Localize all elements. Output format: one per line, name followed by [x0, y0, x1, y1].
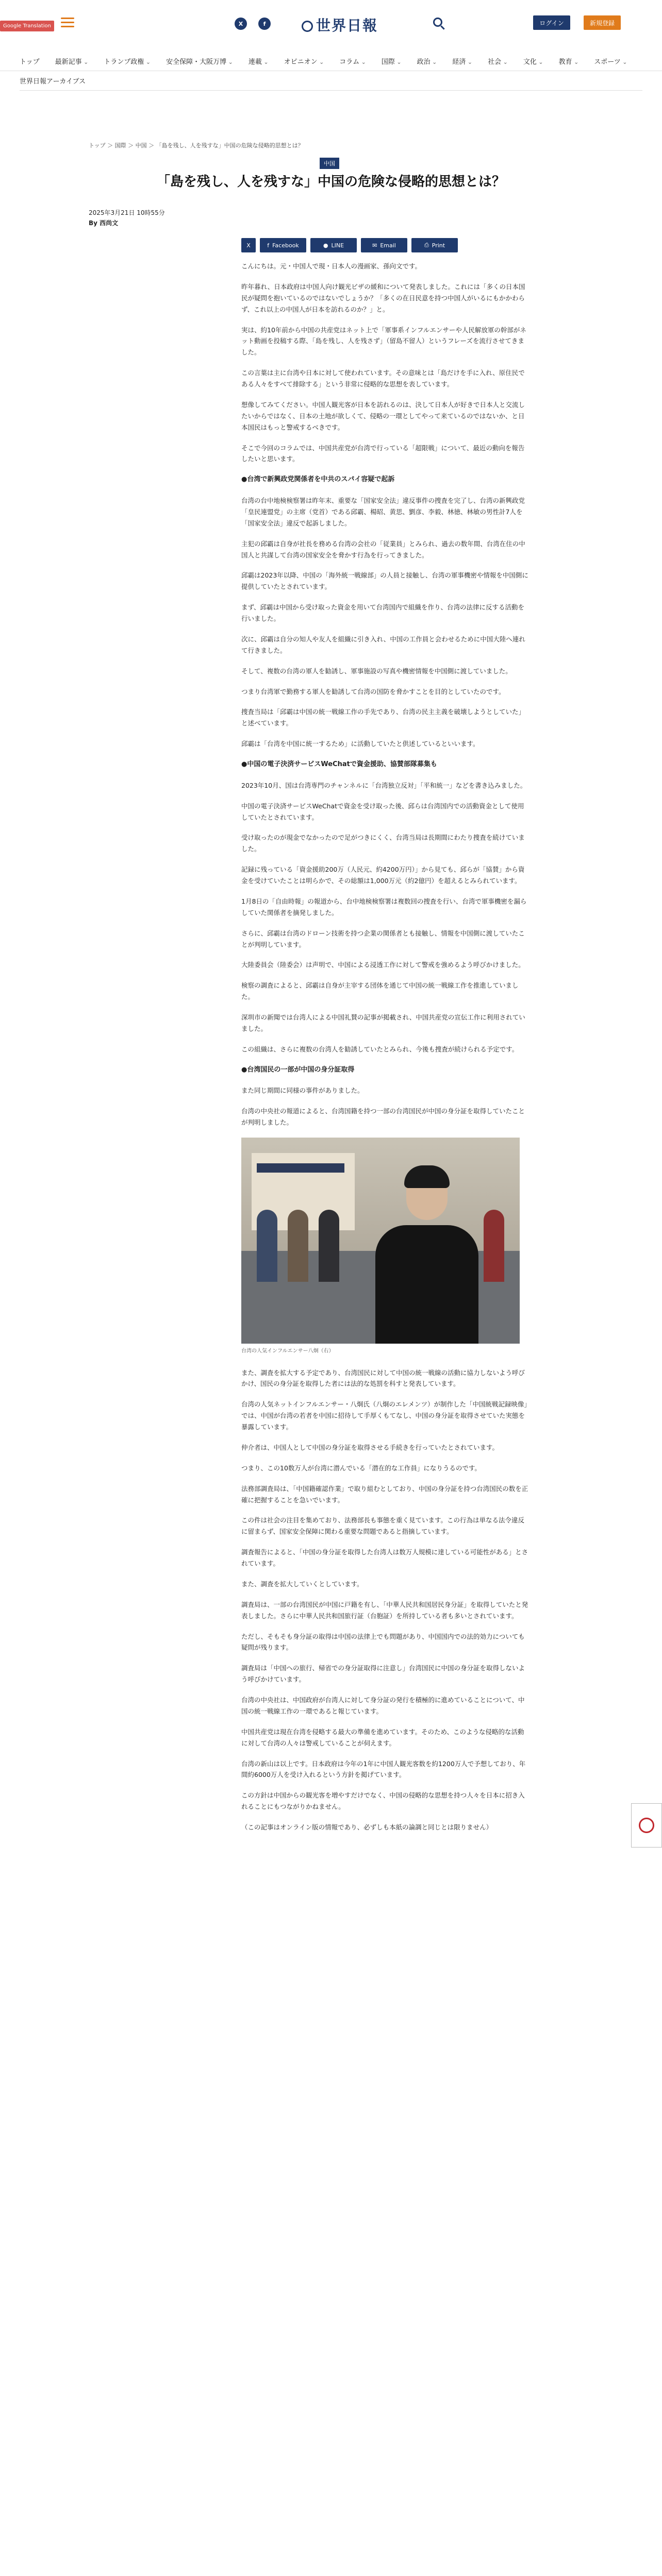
nav-item-trump[interactable]: トランプ政権 ⌄	[104, 56, 159, 66]
paragraph: 2023年10月、国は台湾専門のチャンネルに「台湾独立反対」「平和統一」などを書き込みました。	[241, 781, 527, 789]
share-email-button[interactable]	[361, 238, 407, 252]
paragraph: 1月8日の「自由時報」の報道から、台中地検検察署は複数回の捜査を行い、台湾で軍事機密を漏らしていた関係者を摘発しました。	[241, 897, 527, 917]
section-heading: ●台湾国民の一部が中国の身分証取得	[241, 1065, 355, 1074]
share-x-button[interactable]: X	[241, 238, 256, 252]
recaptcha-badge[interactable]	[631, 1803, 662, 1848]
facebook-icon: f	[267, 242, 270, 249]
paragraph: また同じ期間に同様の事件がありました。	[241, 1087, 364, 1095]
nav-item-security[interactable]: 安全保障・大阪万博 ⌄	[166, 56, 241, 66]
paragraph: また、調査を拡大していくとしています。	[241, 1580, 363, 1588]
nav-item-education[interactable]: 教育 ⌄	[559, 56, 587, 66]
share-line-button[interactable]	[310, 238, 357, 252]
paragraph: さらに、邱霸は台湾のドローン技術を持つ企業の関係者とも接触し、情報を中国側に渡していたことが判明しています。	[241, 929, 525, 948]
paragraph: 想像してみてください。中国人観光客が日本を訪れるのは、決して日本人が好きで日本人と交流したいからではなく、日本の土地が欲しくて、侵略の一環としてやって来ているのではないか、と日本国民はもっと警戒するべきです。	[241, 400, 525, 431]
site-logo[interactable]	[302, 14, 378, 35]
paragraph: この件は社会の注目を集めており、法務部長も事態を重く見ています。この行為は単なる法令違反に留まらず、国家安全保障に関わる重要な問題であると指摘しています。	[241, 1516, 525, 1536]
paragraph: この方針は中国からの観光客を増やすだけでなく、中国の侵略的な思想を持つ人々を日本に招き入れることにもつながりかねません。	[241, 1791, 525, 1811]
paragraph: 実は、約10年前から中国の共産党はネット上で「軍事系インフルエンサーや人民解放軍の幹部がネット動画を投稿する際、「島を残し、人を残さず」（留島不留人）というフレーズを流行させてきました。	[241, 326, 526, 357]
paragraph: 検察の調査によると、邱霸は自身が主宰する団体を通じて中国の統一戦線工作を推進していました。	[241, 981, 519, 1001]
article-photo	[241, 1138, 520, 1344]
paragraph: 台湾の人気ネットインフルエンサー・八炯氏（八炯のエレメンツ）が制作した「中国統戦記録映像」では、中国が台湾の若者を中国に招待して手厚くもてなし、中国の身分証を取得させていた実態を暴露しています。	[241, 1400, 527, 1431]
paragraph: 台湾の新山は以上です。日本政府は今年の1年に中国人観光客数を約1200万人で予想しており、年間約6000万人を受け入れるという方針を掲げています。	[241, 1759, 526, 1779]
paragraph: （この記事はオンライン版の情報であり、必ずしも本紙の論調と同じとは限りません）	[241, 1823, 493, 1831]
paragraph: 中国の電子決済サービスWeChatで資金を受け取った後、邱らは台湾国内での活動資金として使用していたとされています。	[241, 802, 524, 821]
paragraph: 法務部調査局は、「中国籍確認作業」で取り組むとしており、中国の身分証を持つ台湾国民の数を正確に把握することを急いでいます。	[241, 1484, 528, 1504]
nav-item-international[interactable]: 国際 ⌄	[382, 56, 410, 66]
email-icon: ✉	[372, 242, 377, 249]
paragraph: つまり台湾軍で勤務する軍人を勧誘して台湾の国防を脅かすことを目的としていたのです。	[241, 687, 505, 696]
breadcrumb[interactable]: トップ ＞ 国際 ＞ 中国 ＞ 「島を残し、人を残すな」中国の危険な侵略的思想とは？	[89, 142, 304, 149]
recaptcha-icon	[639, 1818, 654, 1833]
nav-item-series[interactable]: 連載 ⌄	[249, 56, 277, 66]
paragraph: まず、邱霸は中国から受け取った資金を用いて台湾国内で組織を作り、台湾の法律に反する活動を行いました。	[241, 603, 525, 622]
share-line-label: LINE	[331, 242, 344, 249]
login-button[interactable]: ログイン	[533, 15, 570, 30]
section-heading: ●中国の電子決済サービスWeChatで資金援助、協賛部隊募集も	[241, 760, 437, 768]
nav-item-column[interactable]: コラム ⌄	[339, 56, 374, 66]
nav-item-top[interactable]: トップ	[20, 58, 40, 66]
section-heading: ●台湾で新興政党関係者を中共のスパイ容疑で起訴	[241, 476, 395, 484]
paragraph: つまり、この10数万人が台湾に潜んでいる「潜在的な工作員」になりうるのです。	[241, 1464, 481, 1472]
paragraph: 捜査当局は「邱霸は中国の統一戦線工作の手先であり、台湾の民主主義を破壊しようとしていた」と述べています。	[241, 708, 525, 727]
paragraph: 受け取ったのが現金でなかったので足がつきにくく、台湾当局は長期間にわたり捜査を続けていました。	[241, 834, 525, 853]
share-print-label: Print	[432, 242, 445, 249]
search-icon[interactable]	[433, 18, 442, 27]
paragraph: 記録に残っている「資金援助200万（人民元、約4200万円）」から見ても、邱らが「協賛」から資金を受けていたことは明らかで、その総額は1,000万元（約2億円）を超えるとみられています。	[241, 866, 525, 885]
paragraph: 深圳市の新聞では台湾人による中国礼賛の記事が掲載され、中国共産党の宣伝工作に利用されていました。	[241, 1013, 525, 1032]
secondary-nav	[20, 71, 642, 91]
share-bar-top	[241, 238, 458, 252]
paragraph: 次に、邱霸は自分の知人や友人を組織に引き入れ、中国の工作員と会わせるために中国大陸へ連れて行きました。	[241, 635, 525, 654]
article-date: 2025年3月21日 10時55分	[89, 209, 165, 216]
nav-item-politics[interactable]: 政治 ⌄	[417, 56, 445, 66]
photo-caption: 台湾の人気インフルエンサー八炯（右）	[241, 1348, 334, 1354]
paragraph: 中国共産党は現在台湾を侵略する最大の準備を進めています。そのため、このような侵略的な活動に対して台湾の人々は警戒していることが伺えます。	[241, 1727, 524, 1747]
register-button[interactable]: 新規登録	[584, 15, 621, 30]
paragraph: 仲介者は、中国人として中国の身分証を取得させる手続きを行っていたとされています。	[241, 1443, 499, 1451]
share-email-label: Email	[380, 242, 396, 249]
paragraph: 台湾の中央社の報道によると、台湾国籍を持つ一部の台湾国民が中国の身分証を取得していたことが判明しました。	[241, 1107, 525, 1127]
paragraph: 邱霸は2023年以降、中国の「海外統一戦線部」の人員と接触し、台湾の軍事機密や情報を中国側に提供していたとされています。	[241, 571, 528, 591]
print-icon: ⎙	[424, 242, 429, 248]
nav-item-culture[interactable]: 文化 ⌄	[523, 56, 552, 66]
logo-mark-icon	[302, 21, 313, 32]
article-author[interactable]: By 西尚文	[89, 219, 119, 227]
category-badge[interactable]: 中国	[320, 158, 339, 169]
share-facebook-button[interactable]	[260, 238, 306, 252]
main-nav	[0, 52, 662, 71]
paragraph: 主犯の邱霸は自身が社長を務める台湾の会社の「従業員」とみられ、過去の数年間、台湾在住の中国人と共謀して台湾の国家安全を脅かす行為を行ってきました。	[241, 539, 525, 559]
paragraph: この組織は、さらに複数の台湾人を勧誘していたとみられ、今後も捜査が続けられる予定です。	[241, 1045, 519, 1053]
paragraph: 昨年暮れ、日本政府は中国人向け観光ビザの緩和について発表しました。これには「多くの日本国民が疑問を抱いているのではないでしょうか？「多くの在日民意を持つ中国人がいるにもかかわらず、これ以上の中国人が日本を訪れるのか？」と。	[241, 282, 525, 313]
paragraph: そこで今回のコラムでは、中国共産党が台湾で行っている「超限戦」について、最近の動向を報告したいと思います。	[241, 444, 525, 463]
article-body	[241, 261, 530, 1842]
logo-text: 世界日報	[316, 17, 378, 34]
paragraph: この言葉は主に台湾や日本に対して使われています。その意味とは「島だけを手に入れ、原住民である人々をすべて排除する」という非常に侵略的な思想を表しています。	[241, 369, 525, 388]
paragraph: 大陸委員会（陸委会）は声明で、中国による浸透工作に対して警戒を強めるよう呼びかけました。	[241, 961, 525, 969]
nav-item-society[interactable]: 社会 ⌄	[488, 56, 516, 66]
share-facebook-label: Facebook	[272, 242, 299, 249]
hamburger-menu-icon[interactable]	[61, 18, 74, 28]
article-title: 「島を残し、人を残すな」中国の危険な侵略的思想とは？	[156, 174, 505, 190]
header-social-links	[235, 18, 271, 30]
x-icon[interactable]: X	[235, 18, 247, 30]
nav-item-archives[interactable]: 世界日報アーカイブス	[20, 78, 86, 86]
paragraph: また、調査を拡大する予定であり、台湾国民に対して中国の統一戦線の活動に協力しないよう呼びかけ、国民の身分証を取得した者には法的な処罰を科すと発表しています。	[241, 1368, 525, 1388]
nav-item-sports[interactable]: スポーツ ⌄	[594, 56, 635, 66]
paragraph: ただし、そもそも身分証の取得は中国の法律上でも問題があり、中国国内での法的効力についても疑問が残ります。	[241, 1632, 525, 1652]
facebook-icon[interactable]: f	[258, 18, 271, 30]
nav-item-latest[interactable]: 最新記事 ⌄	[55, 56, 97, 66]
site-header	[0, 0, 662, 52]
paragraph: 台湾の中央社は、中国政府が台湾人に対して身分証の発行を積極的に進めていることについて、中国の統一戦線工作の一環であると報じています。	[241, 1696, 525, 1715]
paragraph: こんにちは。元・中国人で現・日本人の漫画家、孫向文です。	[241, 262, 422, 270]
paragraph: 調査局は、一部の台湾国民が中国に戸籍を有し、「中華人民共和国居民身分証」を取得していたと発表しました。さらに中華人民共和国旅行証（台胞証）を所持している者も多いとされています。	[241, 1600, 528, 1620]
paragraph: 台湾の台中地検検察署は昨年末、重要な「国家安全法」違反事件の捜査を完了し、台湾の新興政党「皇民連盟党」の主席（党首）である邱霸、楊昭、黄思、劉彦、李毅、林徳、林敏の男性計7人を「国家安全法」違反で起訴しました。	[241, 497, 525, 527]
paragraph: そして、複数の台湾の軍人を勧誘し、軍事施設の写真や機密情報を中国側に渡していました。	[241, 667, 512, 675]
nav-item-economy[interactable]: 経済 ⌄	[452, 56, 481, 66]
google-translation-badge[interactable]: Google Translation	[0, 21, 54, 31]
paragraph: 調査報告によると、「中国の身分証を取得した台湾人は数万人規模に達している可能性がある」とされています。	[241, 1548, 528, 1567]
nav-item-opinion[interactable]: オピニオン ⌄	[284, 56, 333, 66]
line-icon: ●	[323, 242, 328, 249]
share-print-button[interactable]	[411, 238, 458, 252]
paragraph: 邱霸は「台湾を中国に統一するため」に活動していたと供述しているといいます。	[241, 740, 479, 748]
paragraph: 調査局は「中国への旅行、帰省での身分証取得に注意し」台湾国民に中国の身分証を取得しないよう呼びかけています。	[241, 1664, 525, 1684]
